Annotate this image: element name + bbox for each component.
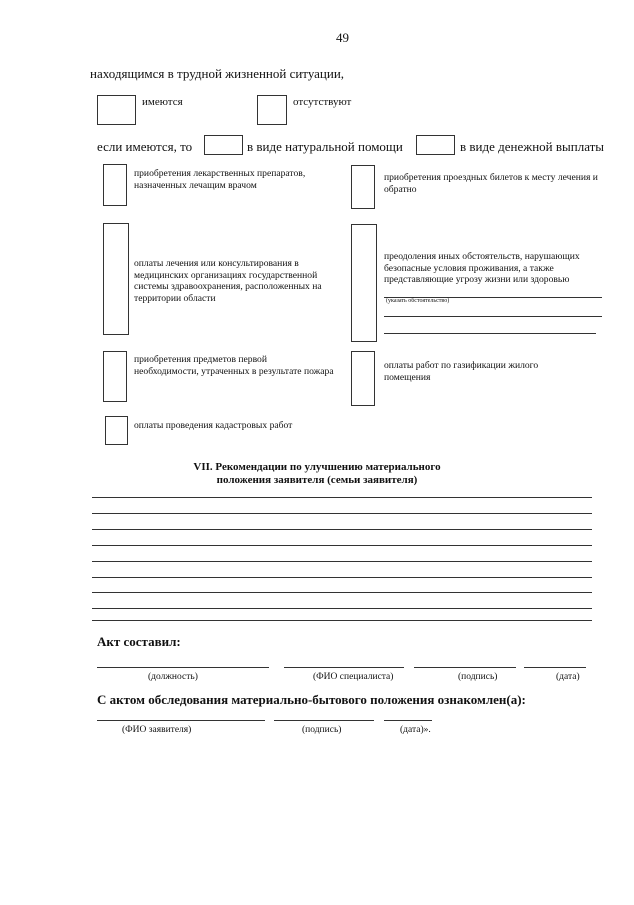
- recommendation-line-4[interactable]: [92, 545, 592, 546]
- act-title: Акт составил:: [97, 634, 181, 649]
- recommendation-line-9[interactable]: [92, 620, 592, 621]
- in-kind-checkbox[interactable]: [204, 135, 243, 155]
- applicant-signature-line[interactable]: [274, 720, 374, 721]
- essentials-label: приобретения предметов первой необходимости, утраченных в результате пожара: [134, 354, 334, 377]
- in-cash-label: в виде денежной выплаты: [460, 139, 605, 154]
- medicines-label: приобретения лекарственных препаратов, назначенных лечащим врачом: [134, 168, 306, 191]
- page-number: 49: [336, 30, 349, 45]
- medicines-checkbox[interactable]: [103, 164, 127, 206]
- section7-title-1: VII. Рекомендации по улучшению материального: [193, 461, 441, 473]
- applicant-line[interactable]: [97, 720, 265, 721]
- recommendation-line-1[interactable]: [92, 497, 592, 498]
- position-label: (должность): [148, 672, 198, 682]
- date-label: (дата): [556, 672, 580, 682]
- applicant-label: (ФИО заявителя): [122, 725, 192, 735]
- treatment-checkbox[interactable]: [103, 223, 129, 335]
- applicant-date-label: (дата)».: [400, 725, 431, 735]
- signature-line[interactable]: [414, 667, 516, 668]
- treatment-label: оплаты лечения или консультирования в медицинских организациях государственной системы здравоохранения, расположенных на территории области: [134, 258, 322, 304]
- recommendation-line-8[interactable]: [92, 608, 592, 609]
- recommendation-line-5[interactable]: [92, 561, 592, 562]
- travel-checkbox[interactable]: [351, 165, 375, 209]
- absent-checkbox[interactable]: [257, 95, 287, 125]
- travel-label: приобретения проездных билетов к месту лечения и обратно: [384, 172, 598, 195]
- recommendation-line-6[interactable]: [92, 577, 592, 578]
- circumstances-checkbox[interactable]: [351, 224, 377, 342]
- gasification-checkbox[interactable]: [351, 351, 375, 406]
- date-line[interactable]: [524, 667, 586, 668]
- circumstances-line-2[interactable]: [384, 316, 602, 317]
- have-checkbox[interactable]: [97, 95, 136, 125]
- circumstances-label: преодоления иных обстоятельств, нарушающих безопасные условия проживания, а также представляющие угрозу жизни или здоровью: [384, 251, 580, 285]
- have-label: имеются: [142, 96, 183, 108]
- recommendation-line-2[interactable]: [92, 513, 592, 514]
- in-cash-checkbox[interactable]: [416, 135, 455, 155]
- cadastral-checkbox[interactable]: [105, 416, 128, 445]
- applicant-signature-label: (подпись): [302, 725, 342, 735]
- acknowledge-title: С актом обследования материально-бытового положения ознакомлен(а):: [97, 692, 526, 707]
- cadastral-label: оплаты проведения кадастровых работ: [134, 420, 293, 431]
- recommendation-line-7[interactable]: [92, 592, 592, 593]
- specialist-label: (ФИО специалиста): [313, 672, 394, 682]
- essentials-checkbox[interactable]: [103, 351, 127, 402]
- applicant-date-line[interactable]: [384, 720, 432, 721]
- circumstances-line-3[interactable]: [384, 333, 596, 334]
- if-have-text: если имеются, то: [97, 139, 193, 154]
- specialist-line[interactable]: [284, 667, 404, 668]
- in-kind-label: в виде натуральной помощи: [247, 139, 403, 154]
- signature-label: (подпись): [458, 672, 498, 682]
- intro-text: находящимся в трудной жизненной ситуации,: [90, 66, 345, 81]
- absent-label: отсутствуют: [293, 96, 352, 108]
- gasification-label: оплаты работ по газификации жилого помещения: [384, 360, 539, 383]
- recommendation-line-3[interactable]: [92, 529, 592, 530]
- position-line[interactable]: [97, 667, 269, 668]
- circumstances-hint: (указать обстоятельство): [386, 298, 450, 304]
- section7-title-2: положения заявителя (семьи заявителя): [216, 474, 418, 486]
